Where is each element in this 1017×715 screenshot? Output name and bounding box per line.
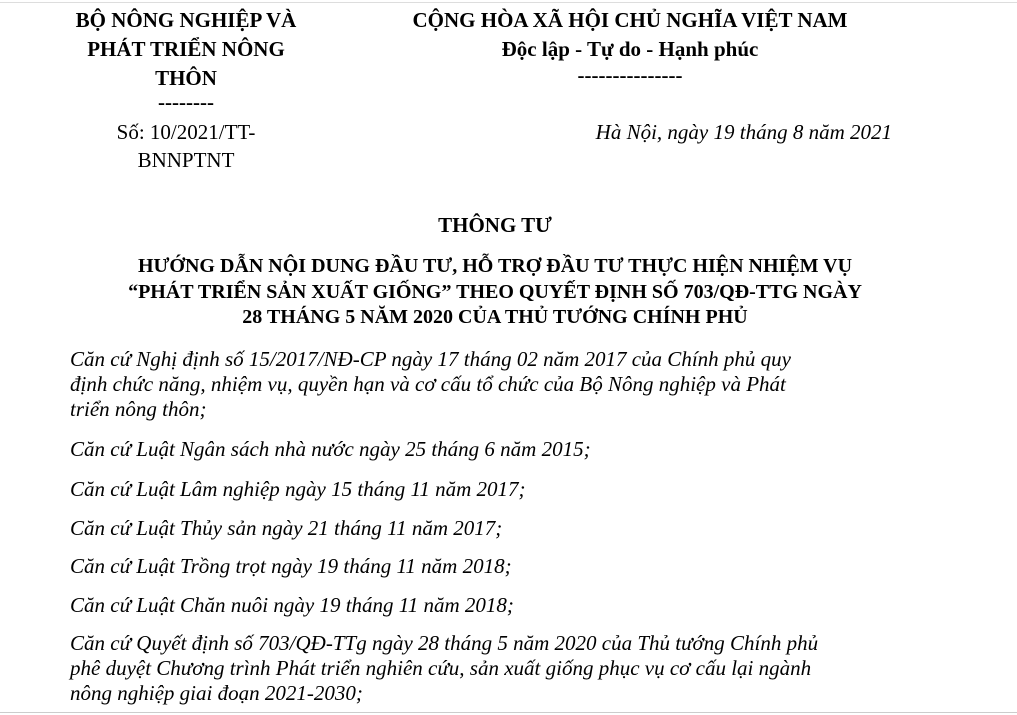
page-bottom-border [0,712,1017,713]
legal-basis-paragraph [70,477,526,502]
paragraph-line: Căn cứ Quyết định số 703/QĐ-TTg ngày 28 tháng 5 năm 2020 của Thủ tướng Chính phủ [70,631,819,655]
paragraph-line: Căn cứ Luật Thủy sản ngày 21 tháng 11 năm 2017; [70,516,503,540]
document-title: THÔNG TƯ [438,213,552,237]
ministry-name-line-2: PHÁT TRIỂN NÔNG [87,37,285,61]
legal-basis-paragraph [70,347,791,422]
paragraph-line: Căn cứ Luật Ngân sách nhà nước ngày 25 tháng 6 năm 2015; [70,437,591,461]
subtitle-line-2: “PHÁT TRIỂN SẢN XUẤT GIỐNG” THEO QUYẾT ĐỊNH SỐ 703/QĐ-TTG NGÀY [128,281,862,303]
doc-number-line-1: Số: 10/2021/TT- [116,120,256,144]
subtitle-line-3: 28 THÁNG 5 NĂM 2020 CỦA THỦ TƯỚNG CHÍNH PHỦ [242,306,748,328]
paragraph-line: Căn cứ Nghị định số 15/2017/NĐ-CP ngày 17 tháng 02 năm 2017 của Chính phủ quy [70,347,791,371]
ministry-name-line-3: THÔN [155,66,217,90]
place-date: Hà Nội, ngày 19 tháng 8 năm 2021 [595,120,892,144]
paragraph-line: định chức năng, nhiệm vụ, quyền hạn và cơ cấu tổ chức của Bộ Nông nghiệp và Phát [70,372,786,396]
paragraph-line: Căn cứ Luật Chăn nuôi ngày 19 tháng 11 năm 2018; [70,593,514,617]
paragraph-line: Căn cứ Luật Lâm nghiệp ngày 15 tháng 11 năm 2017; [70,477,526,501]
subtitle-line-1: HƯỚNG DẪN NỘI DUNG ĐẦU TƯ, HỖ TRỢ ĐẦU TƯ THỰC HIỆN NHIỆM VỤ [137,255,853,277]
paragraph-line: triển nông thôn; [70,397,207,421]
paragraph-line: Căn cứ Luật Trồng trọt ngày 19 tháng 11 năm 2018; [70,554,512,578]
country-name: CỘNG HÒA XÃ HỘI CHỦ NGHĨA VIỆT NAM [412,8,848,32]
doc-number-line-2: BNNPTNT [137,148,235,172]
paragraph-line: phê duyệt Chương trình Phát triển nghiên cứu, sản xuất giống phục vụ cơ cấu lại ngành [70,656,812,680]
legal-basis-paragraph [70,631,818,706]
page-top-border [0,2,1017,3]
motto: Độc lập - Tự do - Hạnh phúc [501,37,759,61]
ministry-name-line-1: BỘ NÔNG NGHIỆP VÀ [75,8,297,32]
paragraph-line: nông nghiệp giai đoạn 2021-2030; [70,681,363,705]
legal-basis-paragraph [70,593,514,618]
legal-basis-paragraph [70,516,502,541]
legal-basis-paragraph [70,554,512,579]
legal-basis-paragraph [70,437,591,462]
country-divider: --------------- [577,63,683,87]
ministry-divider: -------- [158,90,214,114]
